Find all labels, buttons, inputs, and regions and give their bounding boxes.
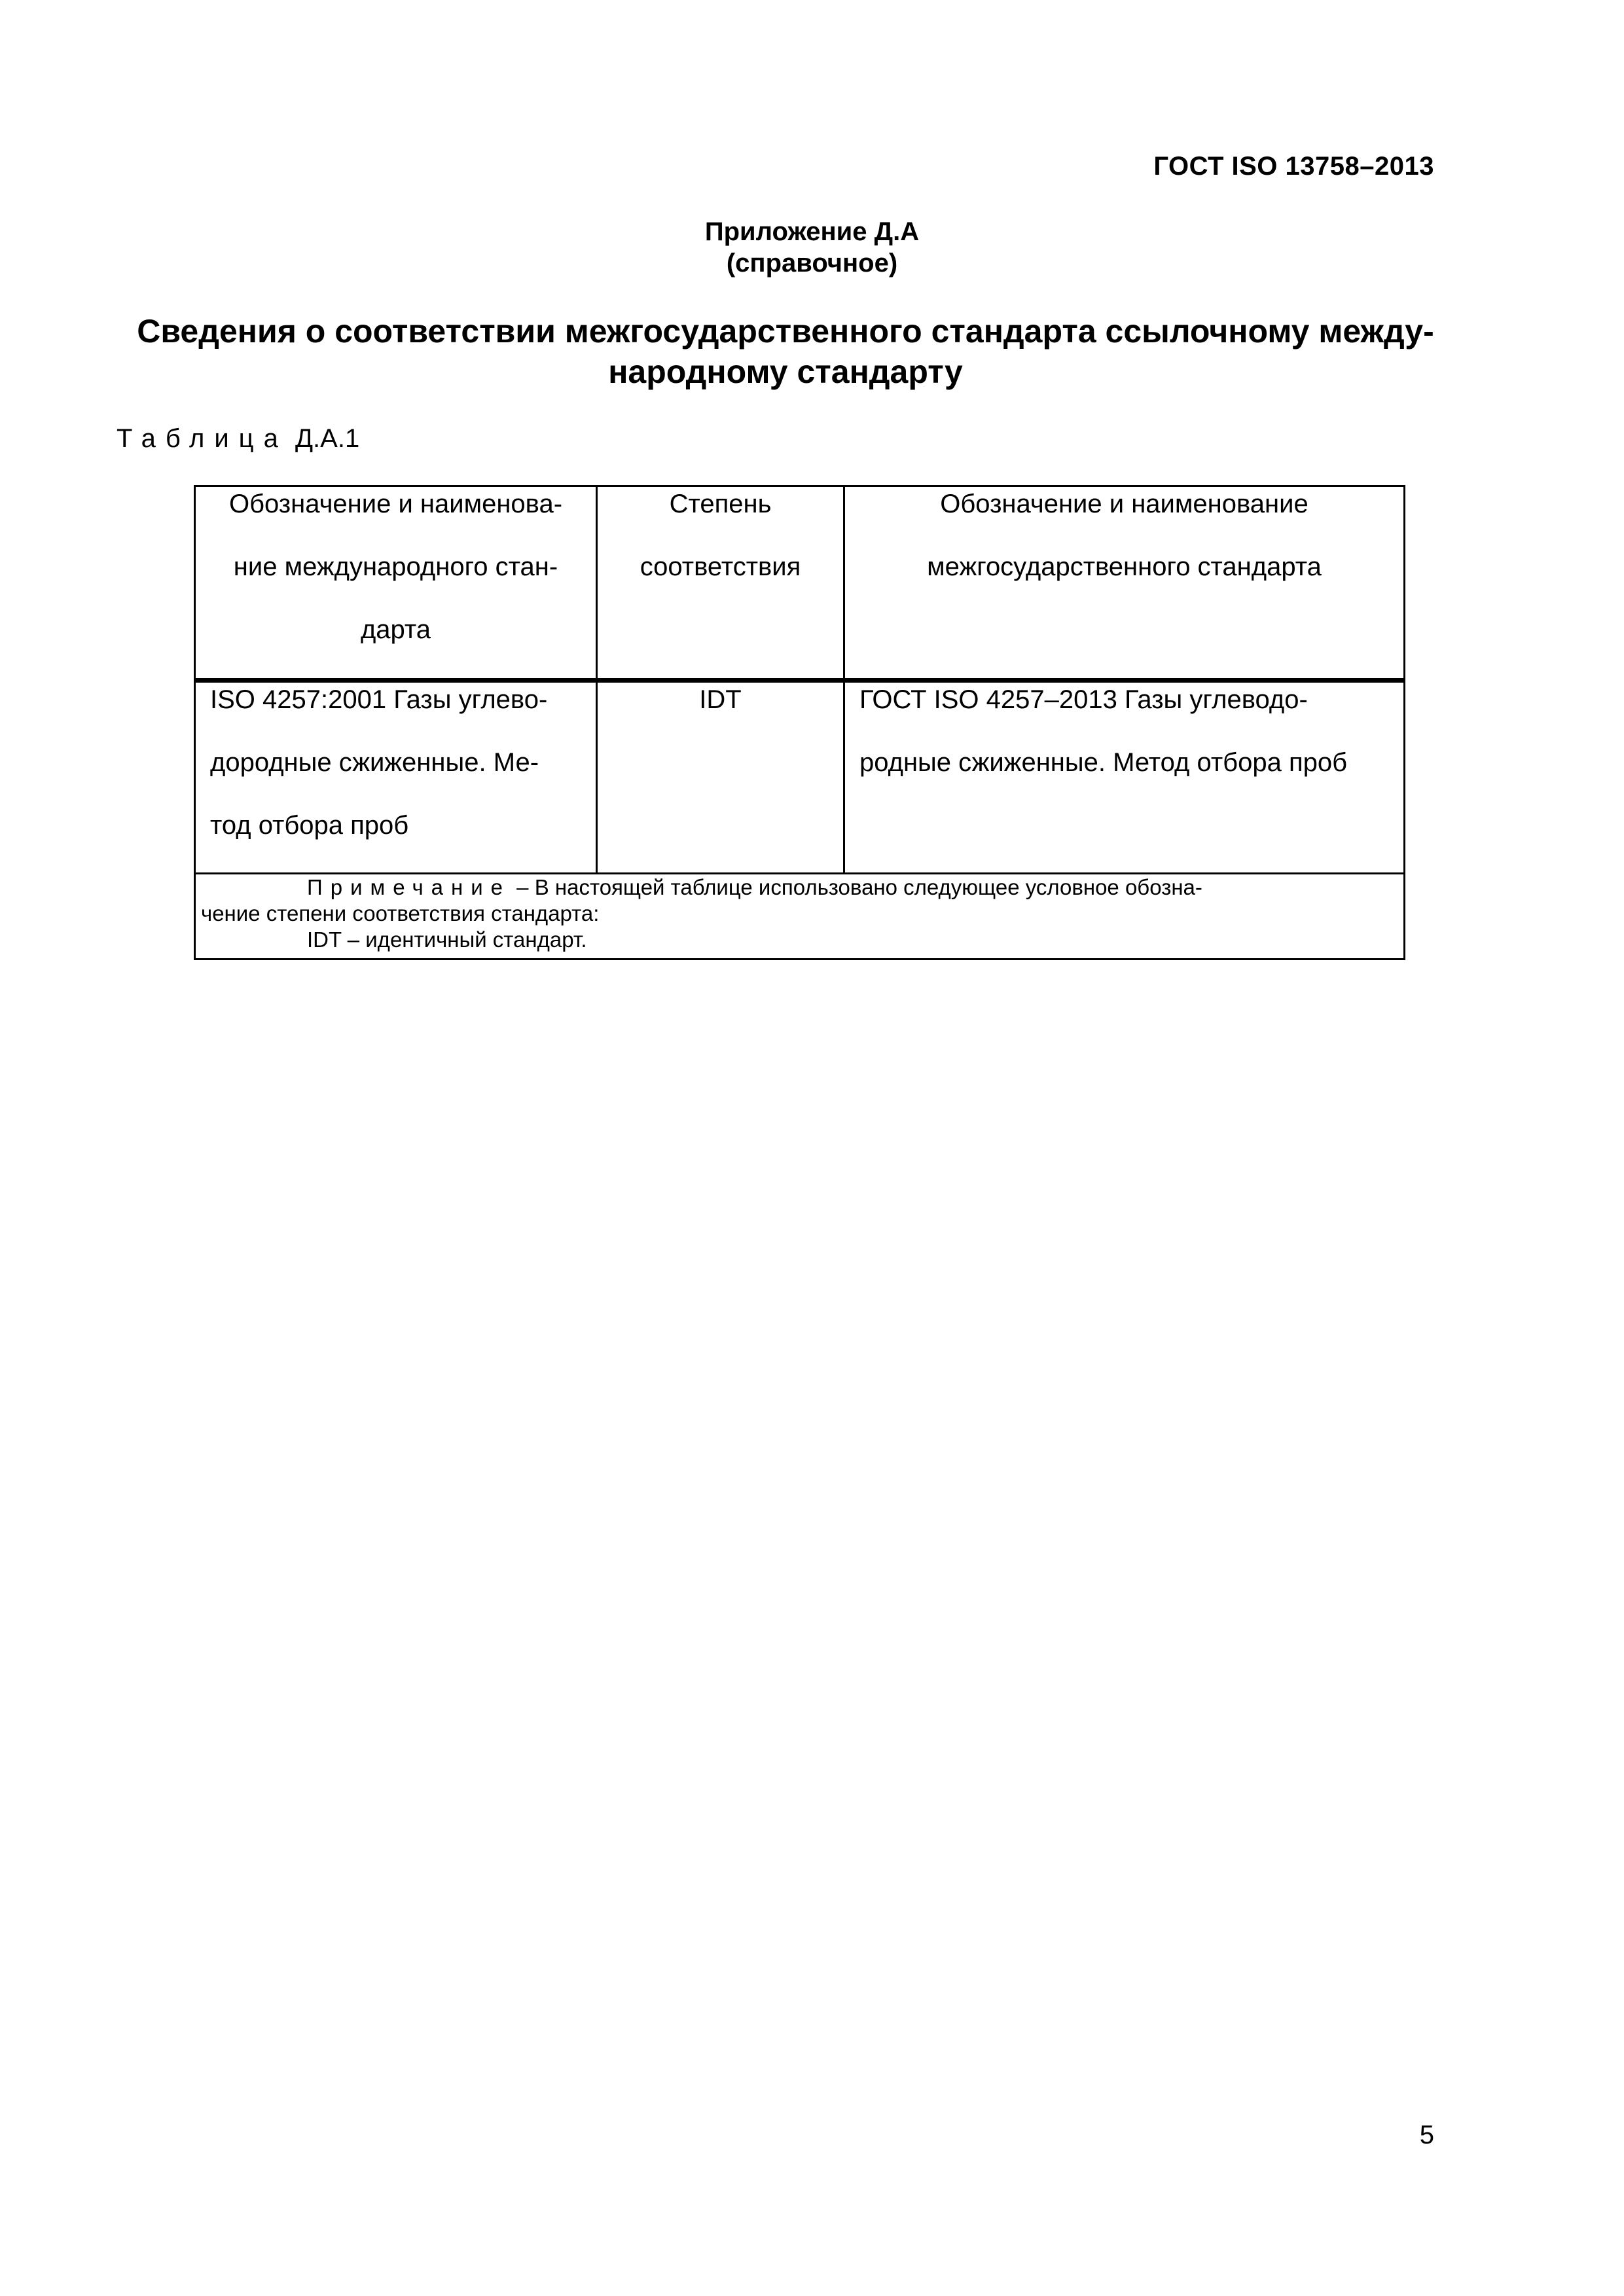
- appendix-heading: [0, 216, 1624, 279]
- header-conformity-degree: [597, 486, 844, 681]
- cell-col1-line: ISO 4257:2001 Газы углево-: [210, 685, 548, 714]
- header-interstate-standard: [844, 486, 1405, 681]
- table-caption-word: Таблица: [117, 424, 288, 453]
- table-note: [195, 874, 1405, 960]
- note-text-1: – В настоящей таблице использовано следующее условное обозна-: [511, 875, 1202, 899]
- header-col1-line: Обозначение и наименова-: [228, 490, 563, 518]
- table-caption-number: Д.А.1: [295, 424, 360, 453]
- table-header-row: [195, 486, 1405, 681]
- appendix-kind: (справочное): [726, 249, 898, 278]
- header-col3-line: межгосударственного стандарта: [927, 552, 1322, 581]
- section-title-line-2: народному стандарту: [608, 353, 963, 390]
- table-note-row: [195, 874, 1405, 960]
- note-line-1: [201, 874, 1398, 901]
- conformity-table: [194, 485, 1405, 960]
- header-col2-line: соответствия: [640, 552, 801, 581]
- cell-col2-value: IDT: [699, 685, 742, 714]
- table-row: [195, 681, 1405, 874]
- note-line-2: чение степени соответствия стандарта:: [201, 901, 600, 925]
- header-col2-line: Степень: [669, 490, 772, 518]
- header-col1-line: дарта: [360, 615, 431, 644]
- cell-col1-line: тод отбора проб: [210, 811, 409, 840]
- section-title: [111, 311, 1460, 392]
- cell-col3-line: ГОСТ ISO 4257–2013 Газы углеводо-: [859, 685, 1308, 714]
- page-number: 5: [1419, 2121, 1434, 2149]
- cell-col3-line: родные сжиженные. Метод отбора проб: [859, 748, 1347, 777]
- document-code: ГОСТ ISO 13758–2013: [1153, 152, 1434, 181]
- appendix-title: Приложение Д.А: [704, 217, 920, 246]
- note-label: Примечание: [307, 875, 511, 899]
- table-caption: [117, 424, 359, 454]
- header-col3-line: Обозначение и наименование: [940, 490, 1308, 518]
- header-col1-line: ние международного стан-: [233, 552, 558, 581]
- section-title-line-1: Сведения о соответствии межгосударственного стандарта ссылочному между-: [137, 313, 1434, 350]
- note-line-3: IDT – идентичный стандарт.: [307, 927, 587, 952]
- cell-col1-line: дородные сжиженные. Ме-: [210, 748, 539, 777]
- cell-interstate-standard: [844, 681, 1405, 874]
- cell-international-standard: [195, 681, 597, 874]
- header-international-standard: [195, 486, 597, 681]
- cell-conformity-degree: [597, 681, 844, 874]
